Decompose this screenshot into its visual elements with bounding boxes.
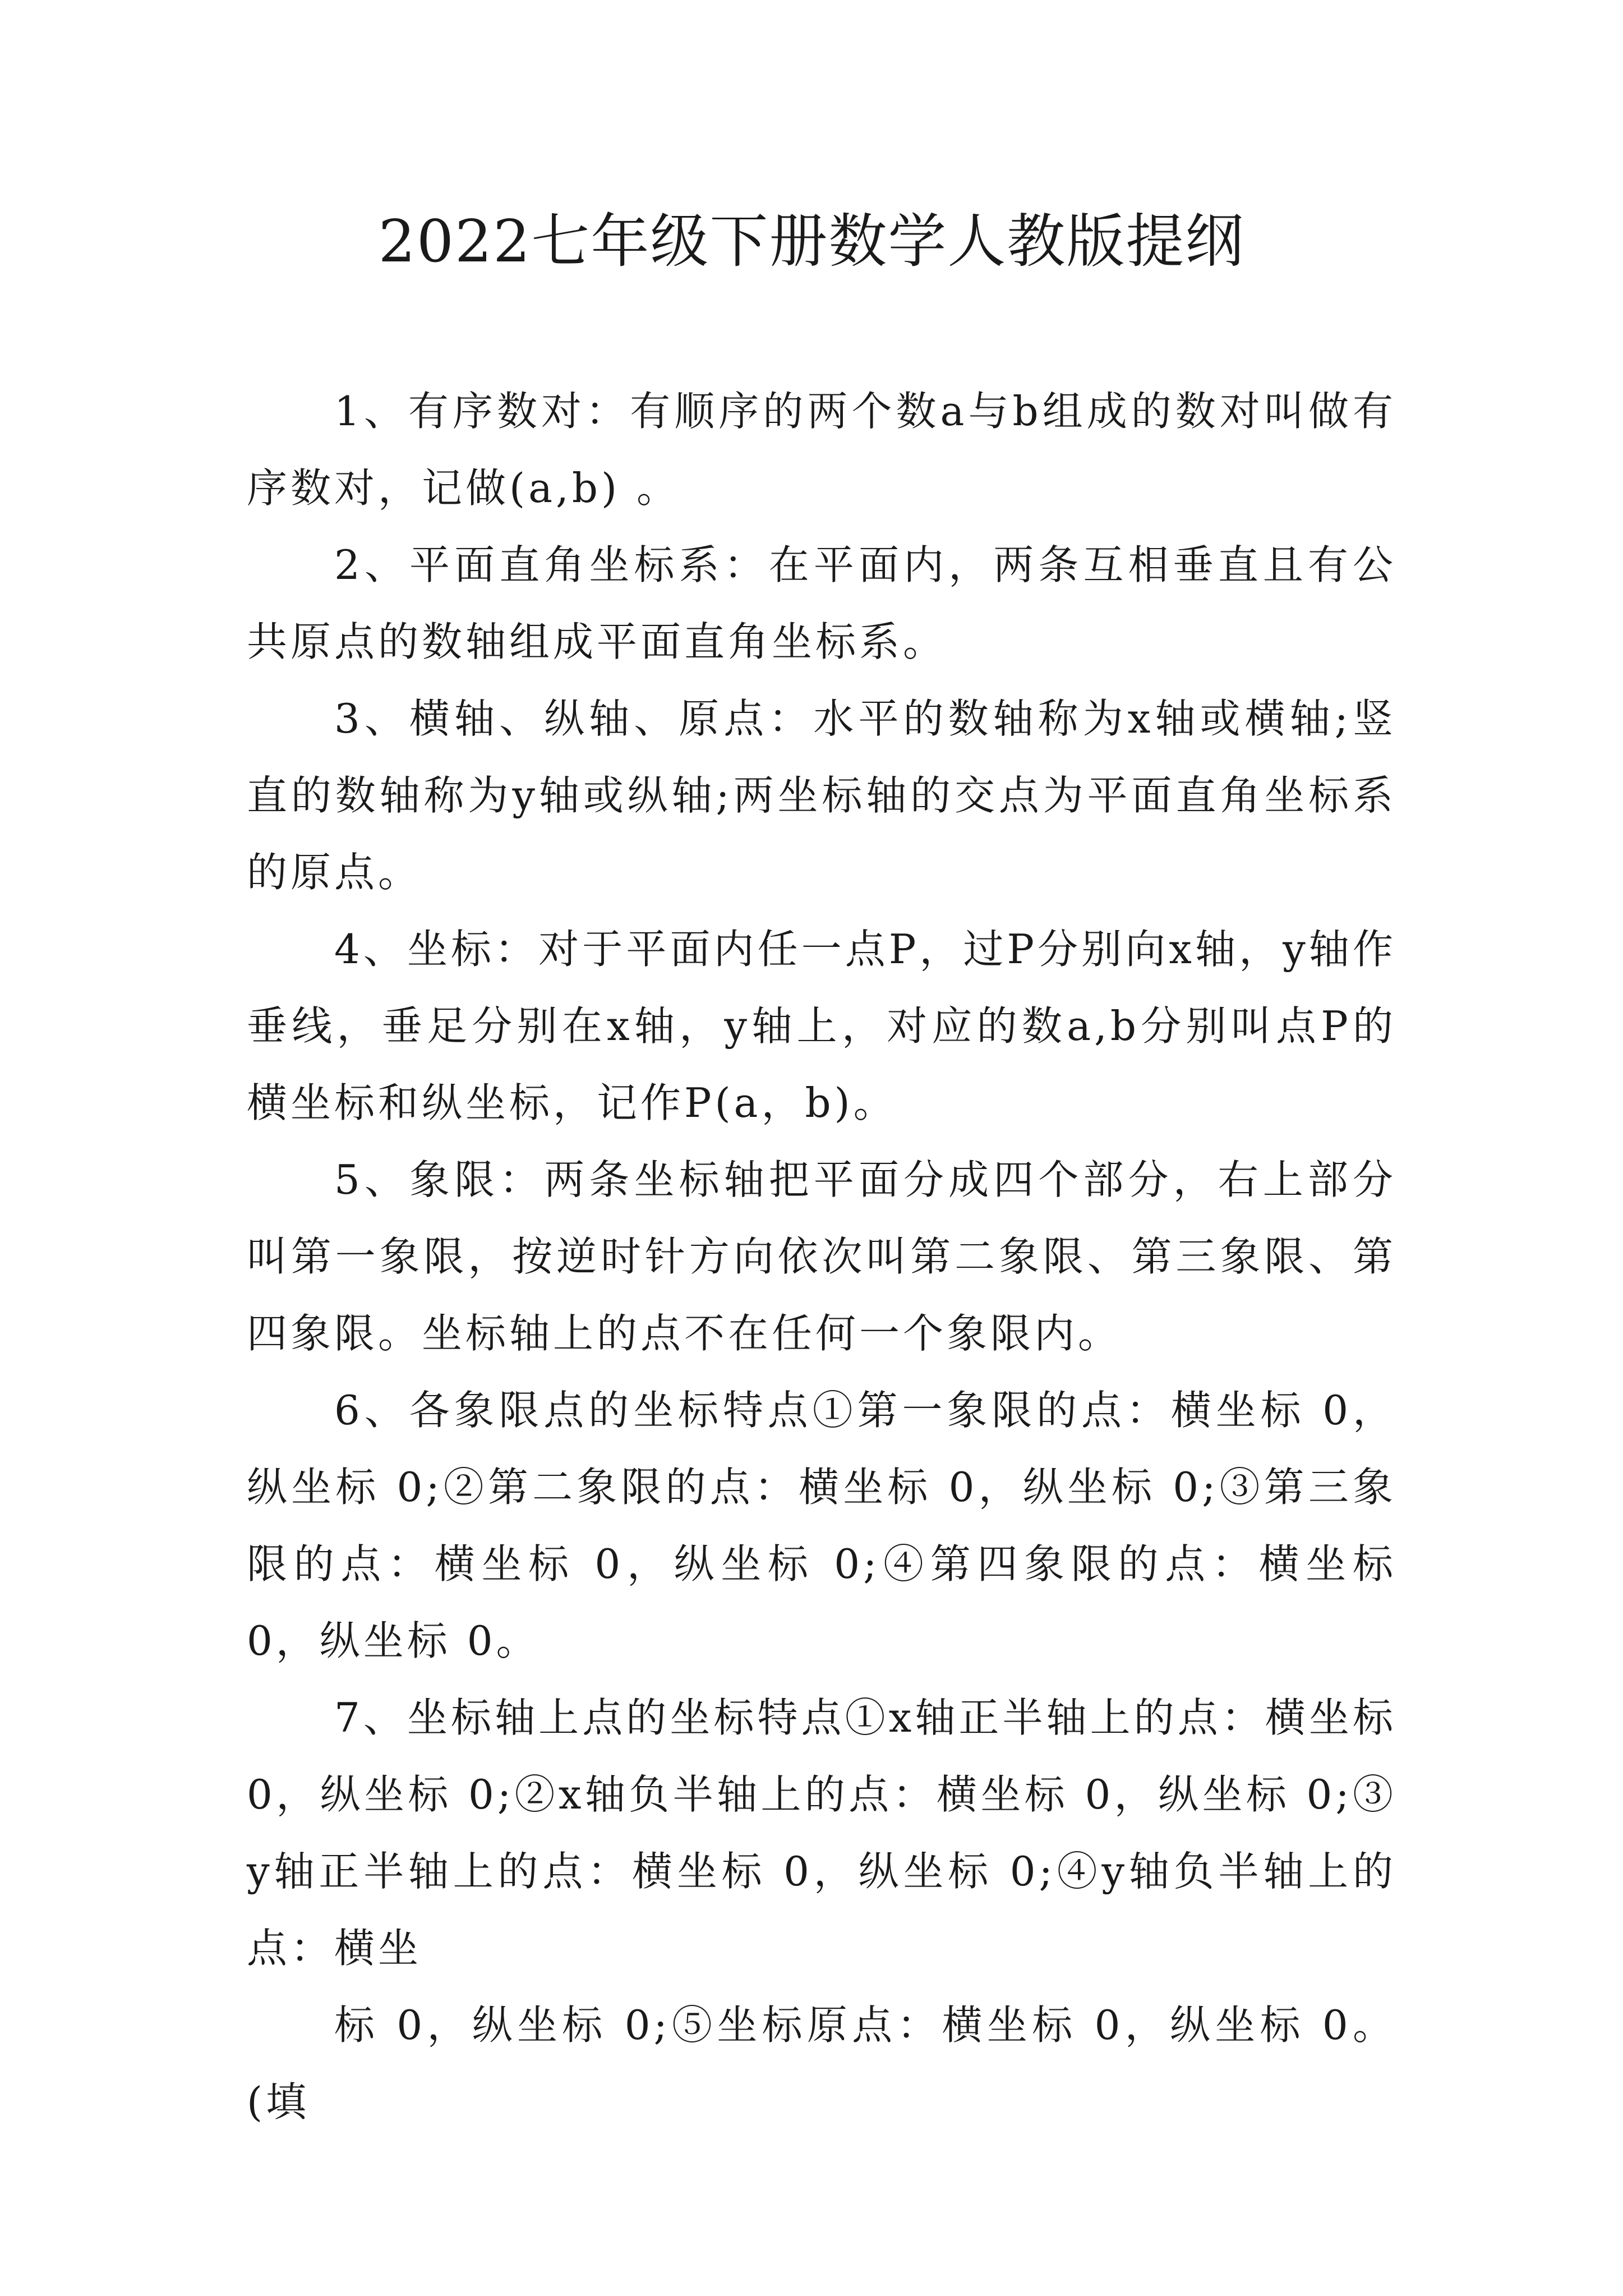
paragraph-axes-origin: 3、横轴、纵轴、原点：水平的数轴称为x轴或横轴;竖直的数轴称为y轴或纵轴;两坐标轴的交点为平面直角坐标系的原点。 xyxy=(247,695,1396,896)
paragraph-axis-points-continued: 标 0，纵坐标 0;⑤坐标原点：横坐标 0，纵坐标 0。(填 xyxy=(247,2001,1396,2125)
paragraph-axis-points: 7、坐标轴上点的坐标特点①x轴正半轴上的点：横坐标 0，纵坐标 0;②x轴负半轴上的点：横坐标 0，纵坐标 0;③y轴正半轴上的点：横坐标 0，纵坐标 0;④y轴负半轴上的点：横坐 xyxy=(247,1694,1396,1972)
document-body xyxy=(247,373,1396,2141)
paragraph-coordinate-system: 2、平面直角坐标系：在平面内，两条互相垂直且有公共原点的数轴组成平面直角坐标系。 xyxy=(247,541,1396,665)
paragraph-quadrant-signs: 6、各象限点的坐标特点①第一象限的点：横坐标 0，纵坐标 0;②第二象限的点：横坐标 0，纵坐标 0;③第三象限的点：横坐标 0，纵坐标 0;④第四象限的点：横坐标 0，纵坐标 0。 xyxy=(247,1387,1396,1664)
document-title: 2022七年级下册数学人教版提纲 xyxy=(378,207,1245,275)
paragraph-quadrants: 5、象限：两条坐标轴把平面分成四个部分，右上部分叫第一象限，按逆时针方向依次叫第二象限、第三象限、第四象限。坐标轴上的点不在任何一个象限内。 xyxy=(247,1156,1396,1357)
paragraph-coordinates: 4、坐标：对于平面内任一点P，过P分别向x轴，y轴作垂线，垂足分别在x轴，y轴上，对应的数a,b分别叫点P的横坐标和纵坐标，记作P(a，b)。 xyxy=(247,926,1396,1126)
paragraph-ordered-pair: 1、有序数对：有顺序的两个数a与b组成的数对叫做有序数对，记做(a,b) 。 xyxy=(247,388,1396,512)
